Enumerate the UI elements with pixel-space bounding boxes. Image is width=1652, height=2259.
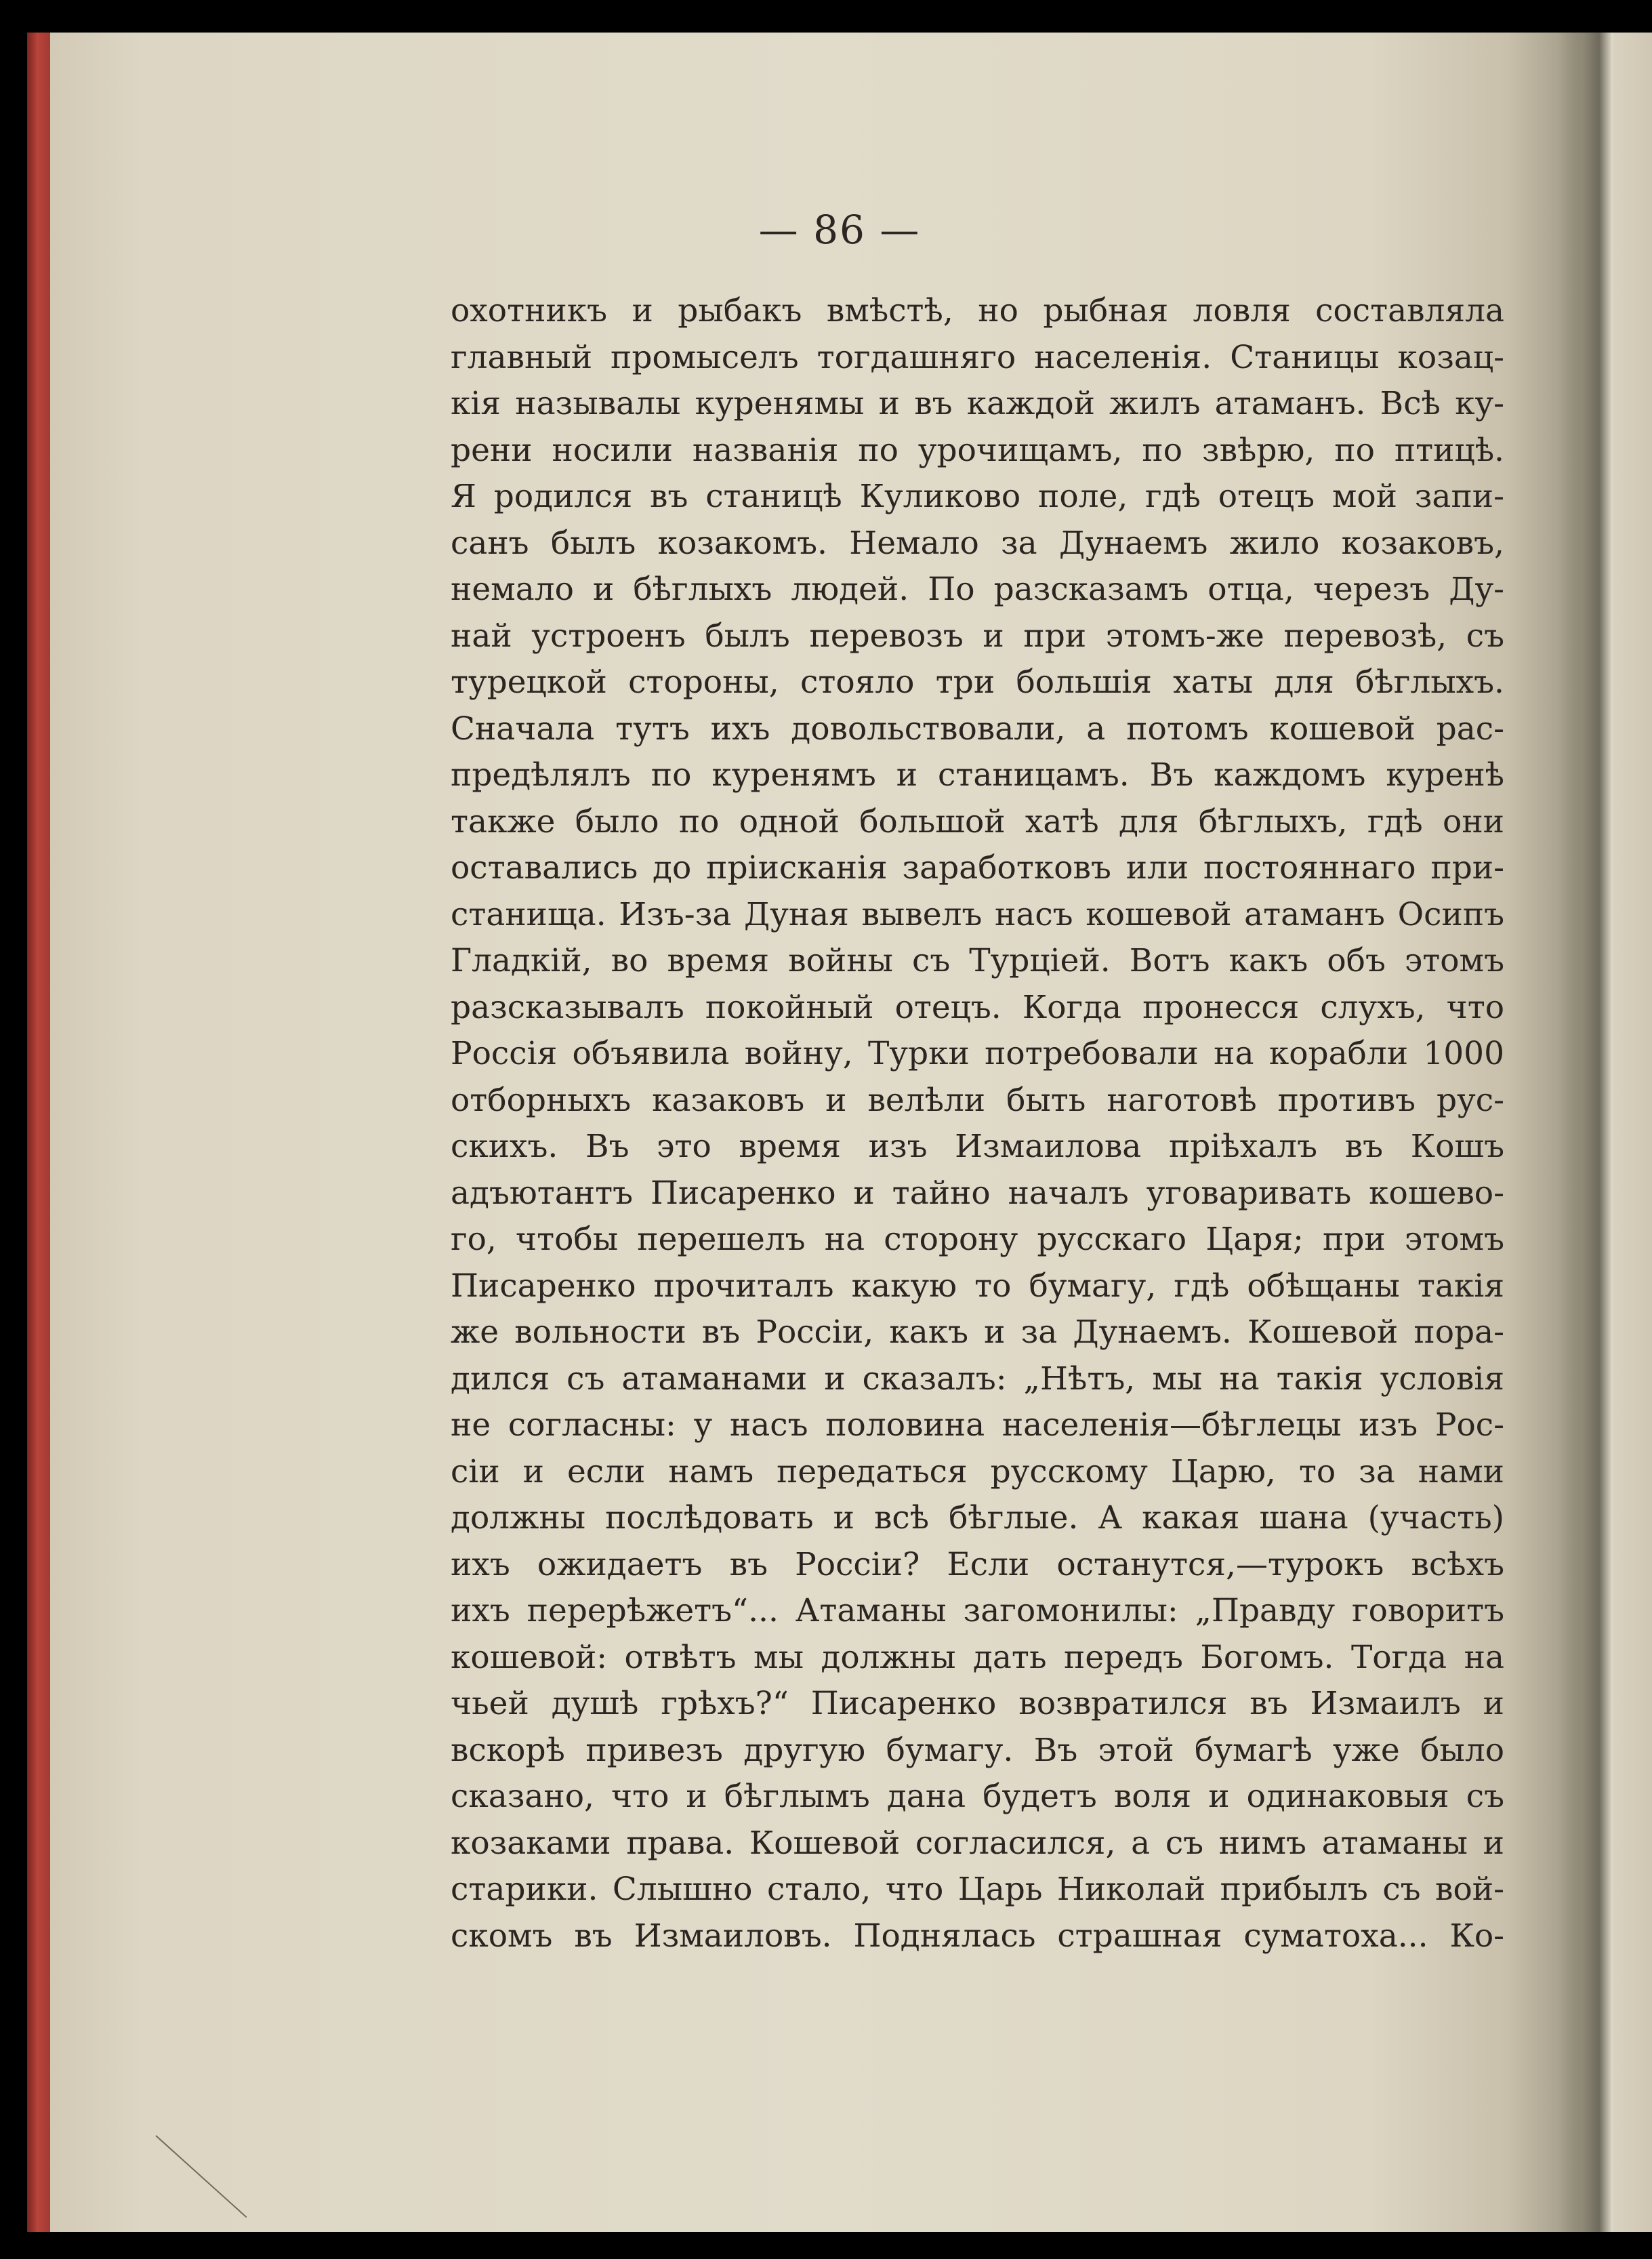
text-line: ихъ ожидаетъ въ Россіи? Если останутся,—турокъ всѣхъ: [451, 1545, 1504, 1583]
book-cover-edge: [27, 33, 50, 2232]
text-line: также было по одной большой хатѣ для бѣглыхъ, гдѣ они: [451, 802, 1504, 840]
text-line: кія называлы куренямы и въ каждой жилъ атаманъ. Всѣ ку-: [451, 385, 1504, 422]
text-line: дился съ атаманами и сказалъ: „Нѣтъ, мы на такія условія: [451, 1360, 1504, 1398]
text-line: най устроенъ былъ перевозъ и при этомъ-же перевозѣ, съ: [451, 617, 1504, 655]
text-line: ихъ перерѣжетъ“... Атаманы загомонилы: „Правду говоритъ: [451, 1592, 1504, 1629]
text-line: главный промыселъ тогдашняго населенія. Станицы козац-: [451, 338, 1504, 376]
text-line: турецкой стороны, стояло три большія хаты для бѣглыхъ.: [451, 664, 1504, 701]
text-line: чьей душѣ грѣхъ?“ Писаренко возвратился въ Измаилъ и: [451, 1685, 1504, 1722]
text-line: разсказывалъ покойный отецъ. Когда пронесся слухъ, что: [451, 988, 1504, 1026]
text-line: оставались до пріисканія заработковъ или постояннаго при-: [451, 849, 1504, 887]
text-line: Сначала тутъ ихъ довольствовали, а потомъ кошевой рас-: [451, 710, 1504, 748]
text-line: вскорѣ привезъ другую бумагу. Въ этой бумагѣ уже было: [451, 1731, 1504, 1769]
text-line: рени носили названія по урочищамъ, по звѣрю, по птицѣ.: [451, 431, 1504, 469]
text-line: немало и бѣглыхъ людей. По разсказамъ отца, черезъ Ду-: [451, 571, 1504, 608]
text-line: скихъ. Въ это время изъ Измаилова пріѣхалъ въ Кошъ: [451, 1128, 1504, 1165]
text-line: же вольности въ Россіи, какъ и за Дунаемъ. Кошевой пора-: [451, 1314, 1504, 1351]
text-line: старики. Слышно стало, что Царь Николай прибылъ съ вой-: [451, 1871, 1504, 1908]
text-line: скомъ въ Измаиловъ. Поднялась страшная суматоха... Ко-: [451, 1917, 1504, 1955]
text-line: Писаренко прочиталъ какую то бумагу, гдѣ обѣщаны такія: [451, 1267, 1504, 1305]
text-line: Россія объявила войну, Турки потребовали на корабли 1000: [451, 1035, 1504, 1072]
text-line: кошевой: отвѣтъ мы должны дать передъ Богомъ. Тогда на: [451, 1638, 1504, 1676]
book-gutter-shadow: [1558, 33, 1613, 2232]
text-line: санъ былъ козакомъ. Немало за Дунаемъ жило козаковъ,: [451, 524, 1504, 562]
text-line: охотникъ и рыбакъ вмѣстѣ, но рыбная ловля составляла: [451, 292, 1504, 329]
facing-page-edge: [1613, 33, 1652, 2232]
body-text: [451, 288, 1504, 1959]
text-line: должны послѣдовать и всѣ бѣглые. А какая шана (участь): [451, 1499, 1504, 1536]
text-line: козаками права. Кошевой согласился, а съ нимъ атаманы и: [451, 1824, 1504, 1862]
text-line: Я родился въ станицѣ Куликово поле, гдѣ отецъ мой запи-: [451, 478, 1504, 515]
text-line: сказано, что и бѣглымъ дана будетъ воля и одинаковыя съ: [451, 1778, 1504, 1815]
text-line: Гладкій, во время войны съ Турціей. Вотъ какъ объ этомъ: [451, 942, 1504, 979]
text-line: адъютантъ Писаренко и тайно началъ уговаривать кошево-: [451, 1174, 1504, 1212]
text-line: отборныхъ казаковъ и велѣли быть наготовѣ противъ рус-: [451, 1081, 1504, 1119]
text-line: го, чтобы перешелъ на сторону русскаго Царя; при этомъ: [451, 1221, 1504, 1258]
page-number-text: — 86 —: [758, 207, 921, 253]
page-number: [0, 207, 1652, 253]
text-line: сіи и если намъ передаться русскому Царю, то за нами: [451, 1452, 1504, 1490]
text-line: предѣлялъ по куренямъ и станицамъ. Въ каждомъ куренѣ: [451, 756, 1504, 794]
text-line: не согласны: у насъ половина населенія—бѣглецы изъ Рос-: [451, 1406, 1504, 1444]
text-line: станища. Изъ-за Дуная вывелъ насъ кошевой атаманъ Осипъ: [451, 895, 1504, 933]
